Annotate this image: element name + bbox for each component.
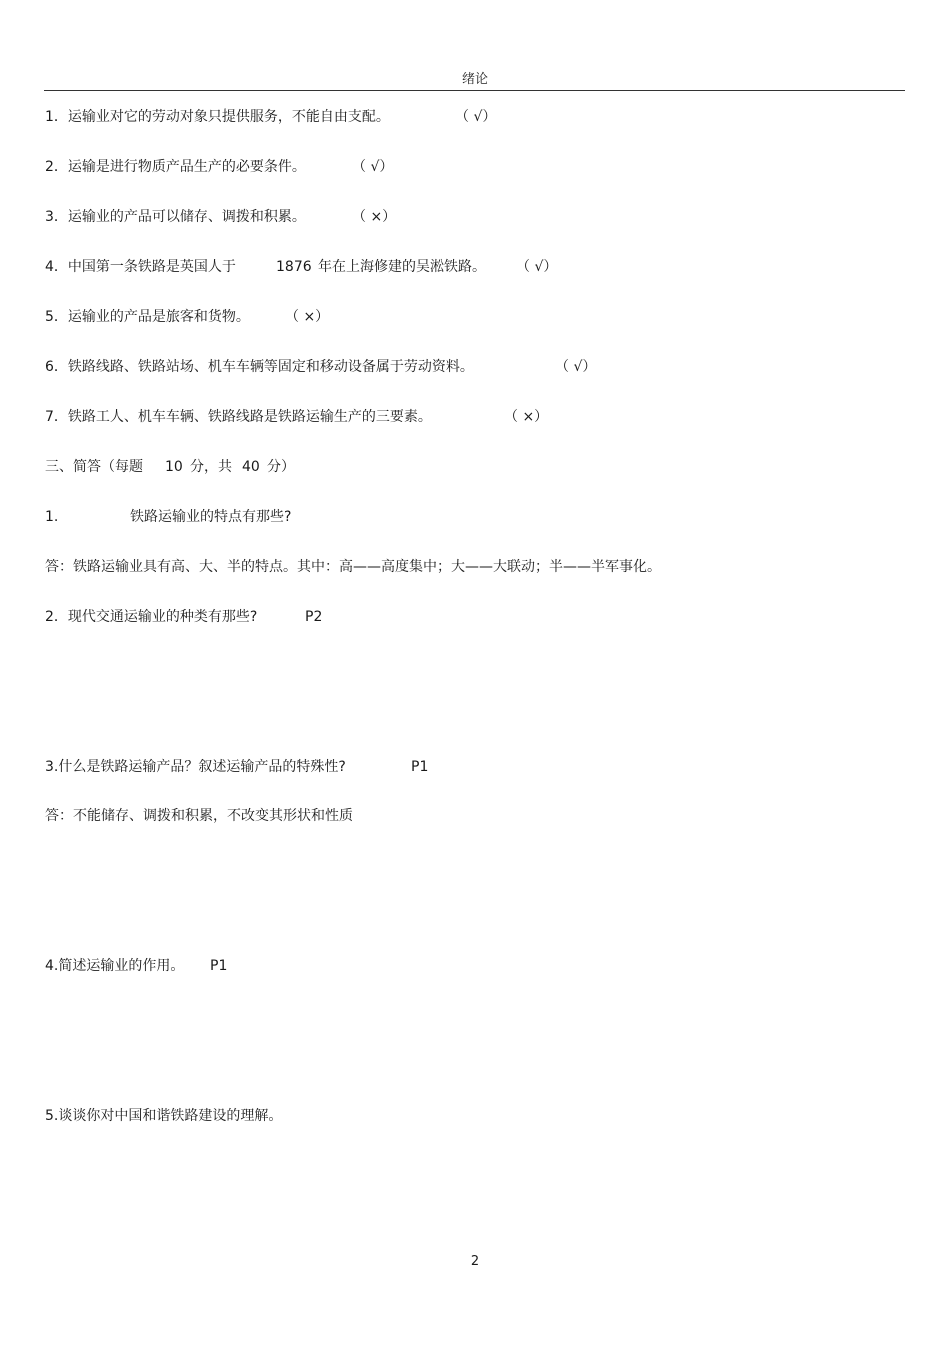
judgment-mark: （ √）	[455, 109, 497, 125]
judgment-mark: （ ×）	[352, 209, 397, 225]
page-reference: P1	[210, 958, 228, 974]
question-text: 铁路运输业的特点有那些?	[130, 509, 292, 525]
judgment-mark: （ √）	[516, 259, 558, 275]
page-reference: P2	[305, 609, 323, 625]
judgment-year: 1876	[276, 259, 312, 275]
header-rule	[44, 90, 905, 91]
answer-3: 答：不能储存、调拨和积累，不改变其形状和性质	[45, 808, 353, 824]
judgment-text: 3．运输业的产品可以储存、调拨和积累。	[45, 209, 306, 225]
section-heading-b: 分，共	[190, 459, 232, 475]
judgment-text-b: 年在上海修建的吴淞铁路。	[318, 259, 486, 275]
question-text: 5.谈谈你对中国和谐铁路建设的理解。	[45, 1108, 283, 1124]
judgment-text: 5．运输业的产品是旅客和货物。	[45, 309, 250, 325]
answer-1: 答：铁路运输业具有高、大、半的特点。其中：高——高度集中；大——大联动；半——半军事化。	[45, 559, 661, 575]
question-text: 3.什么是铁路运输产品？叙述运输产品的特殊性?	[45, 759, 346, 775]
question-number: 1.	[45, 509, 59, 525]
judgment-text: 6．铁路线路、铁路站场、机车车辆等固定和移动设备属于劳动资料。	[45, 359, 474, 375]
question-text: 2．现代交通运输业的种类有那些?	[45, 609, 258, 625]
judgment-mark: （ √）	[555, 359, 597, 375]
judgment-text-a: 4．中国第一条铁路是英国人于	[45, 259, 236, 275]
section-heading-total: 40	[242, 459, 260, 475]
page-header-title: 绪论	[461, 72, 488, 87]
section-heading-a: 三、简答（每题	[45, 459, 143, 475]
judgment-text: 2．运输是进行物质产品生产的必要条件。	[45, 159, 306, 175]
question-text: 4.简述运输业的作用。	[45, 958, 185, 974]
section-heading-c: 分）	[267, 459, 295, 475]
judgment-text: 1．运输业对它的劳动对象只提供服务，不能自由支配。	[45, 109, 390, 125]
judgment-mark: （ ×）	[504, 409, 549, 425]
judgment-mark: （ ×）	[285, 309, 330, 325]
page-reference: P1	[411, 759, 429, 775]
judgment-text: 7．铁路工人、机车车辆、铁路线路是铁路运输生产的三要素。	[45, 409, 432, 425]
page-number: 2	[470, 1254, 480, 1269]
judgment-mark: （ √）	[352, 159, 394, 175]
section-heading-points: 10	[165, 459, 183, 475]
